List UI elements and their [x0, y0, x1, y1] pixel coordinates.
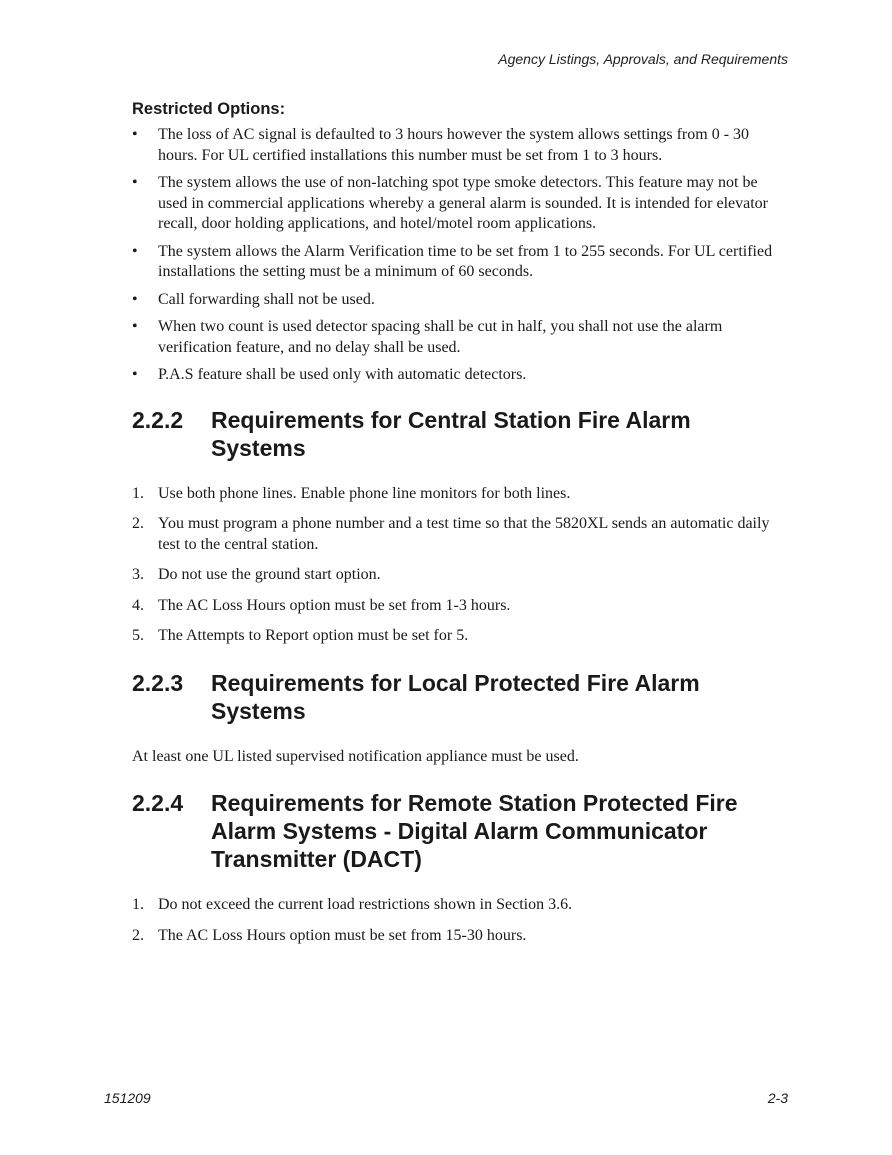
list-item — [132, 514, 788, 555]
list-item — [132, 484, 788, 505]
list-item — [132, 242, 788, 283]
list-item — [132, 926, 788, 947]
step-number: 5. — [132, 627, 144, 644]
bullet-marker: • — [132, 242, 138, 260]
list-item — [132, 125, 788, 166]
bullet-marker: • — [132, 290, 138, 308]
list-item-text: P.A.S feature shall be used only with automatic detectors. — [158, 366, 527, 383]
section-heading-2-2-4 — [132, 789, 788, 873]
running-header: Agency Listings, Approvals, and Requirements — [498, 51, 788, 67]
step-number: 1. — [132, 896, 144, 913]
list-item-text: The loss of AC signal is defaulted to 3 hours however the system allows settings from 0 - 30 hours. For UL certified installations this number must be set from 1 to 3 hours. — [158, 126, 750, 164]
list-item — [132, 317, 788, 358]
list-item — [132, 365, 788, 386]
section-number: 2.2.4 — [132, 790, 184, 816]
footer-doc-number: 151209 — [104, 1090, 151, 1106]
bullet-marker: • — [132, 174, 138, 191]
section-number: 2.2.3 — [132, 669, 184, 696]
section-title: Requirements for Remote Station Protected Fire Alarm Systems - Digital Alarm Communicator Transmitter (DACT) — [211, 790, 738, 872]
list-item — [132, 173, 788, 235]
list-item-text: The system allows the Alarm Verification time to be set from 1 to 255 seconds. For UL certified installations the setting must be a minimum of 60 seconds. — [158, 242, 773, 280]
restricted-options-heading: Restricted Options: — [132, 100, 286, 118]
restricted-options-list — [132, 125, 788, 386]
list-item-text: Do not exceed the current load restrictions shown in Section 3.6. — [158, 896, 573, 913]
section-heading-2-2-3 — [132, 669, 788, 725]
list-item-text: The AC Loss Hours option must be set from 15-30 hours. — [158, 926, 527, 944]
list-item-text: When two count is used detector spacing shall be cut in half, you shall not use the alarm verification feature, and no delay shall be used. — [158, 318, 723, 356]
bullet-marker: • — [132, 366, 138, 383]
step-number: 3. — [132, 566, 144, 583]
bullet-marker: • — [132, 318, 138, 335]
step-number: 2. — [132, 926, 144, 944]
section-title: Requirements for Central Station Fire Alarm Systems — [211, 406, 691, 461]
step-number: 2. — [132, 515, 144, 532]
step-number: 1. — [132, 484, 144, 502]
list-item — [132, 565, 788, 586]
list-item — [132, 596, 788, 617]
page-content — [132, 100, 788, 956]
step-number: 4. — [132, 596, 144, 614]
section-title: Requirements for Local Protected Fire Alarm Systems — [211, 669, 700, 724]
list-item-text: Call forwarding shall not be used. — [158, 290, 375, 308]
list-item-text: You must program a phone number and a test time so that the 5820XL sends an automatic daily test to the central station. — [158, 515, 770, 553]
list-item — [132, 895, 788, 916]
local-protected-paragraph: At least one UL listed supervised notification appliance must be used. — [132, 747, 579, 765]
bullet-marker: • — [132, 126, 138, 143]
list-item-text: Use both phone lines. Enable phone line monitors for both lines. — [158, 484, 571, 502]
remote-station-steps — [132, 895, 788, 946]
footer-page-number: 2-3 — [767, 1090, 788, 1106]
list-item-text: The Attempts to Report option must be set for 5. — [158, 627, 469, 644]
section-heading-2-2-2 — [132, 406, 788, 462]
list-item-text: The AC Loss Hours option must be set from 1-3 hours. — [158, 596, 511, 614]
list-item — [132, 626, 788, 647]
section-number: 2.2.2 — [132, 406, 184, 433]
list-item — [132, 290, 788, 311]
central-station-steps — [132, 484, 788, 647]
list-item-text: Do not use the ground start option. — [158, 566, 381, 583]
list-item-text: The system allows the use of non-latching spot type smoke detectors. This feature may not be used in commercial applications whereby a general alarm is sounded. It is intended for elevator recall, door holding applications, and hotel/motel room applications. — [158, 174, 769, 232]
